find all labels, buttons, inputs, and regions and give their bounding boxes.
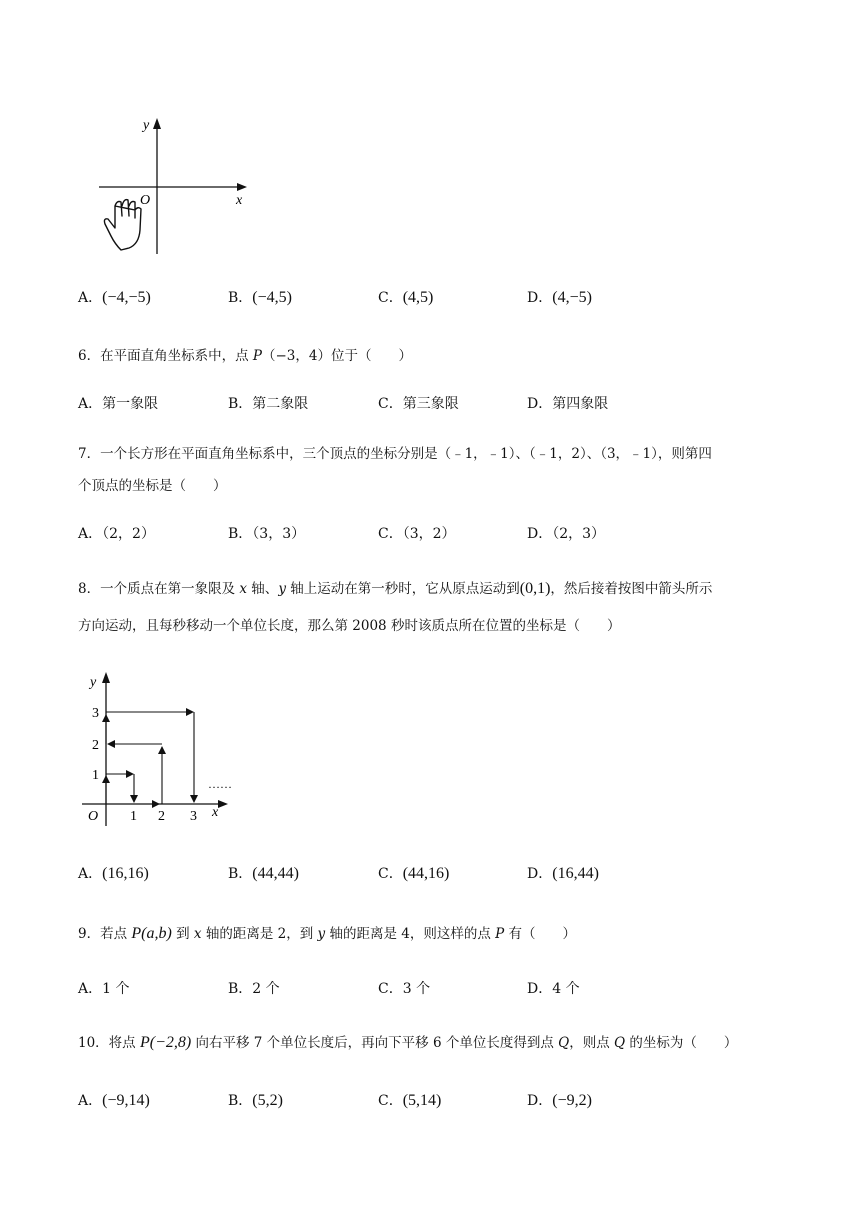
y-axis-label: y [90,675,97,690]
q9-option-d[interactable]: D．4 个 [527,981,580,997]
q6-option-c[interactable]: C．第三象限 [378,396,459,412]
q8-stem-line2: 方向运动，且每秒移动一个单位长度，那么第 2008 秒时该质点所在位置的坐标是（ ） [78,618,621,634]
x-tick-1: 1 [130,809,137,824]
q7-stem-line2: 个顶点的坐标是（ ） [78,478,227,494]
q7-option-a[interactable]: A．（2，2） [78,526,155,542]
q8-option-c[interactable]: C．(44,16) [378,865,450,882]
q7-option-d[interactable]: D．（2，3） [527,526,606,542]
x-tick-2: 2 [158,809,165,824]
q10-option-b[interactable]: B．(5,2) [228,1092,283,1109]
q9-stem: 9．若点 P(a,b) 到 x 轴的距离是 2，到 y 轴的距离是 4，则这样的点 P 有（ ） [78,925,577,942]
ellipsis: …… [208,777,232,791]
y-tick-3: 3 [92,706,99,721]
q5-option-c-value: (4,5) [402,289,434,306]
y-tick-1: 1 [92,768,99,783]
q7-option-c[interactable]: C．（3，2） [378,526,456,542]
figure-spiral-path [82,668,252,828]
hand-icon [104,200,141,250]
q5-option-b[interactable]: B．(−4,5) [228,289,292,306]
q5-option-b-value: (−4,5) [252,289,292,306]
q10-option-a[interactable]: A．(−9,14) [78,1092,150,1109]
x-tick-3: 3 [190,809,197,824]
q7-stem-line1: 7．一个长方形在平面直角坐标系中，三个顶点的坐标分别是（﹣1，﹣1）、（﹣1，2）、（3，﹣1），则第四 [78,446,712,462]
q9-option-a[interactable]: A．1 个 [78,981,130,997]
q5-option-d-value: (4,−5) [552,289,592,306]
q5-option-a-value: (−4,−5) [102,289,151,306]
q8-option-a[interactable]: A．(16,16) [78,865,149,882]
origin-label: O [140,193,151,208]
q10-stem: 10．将点 P(−2,8) 向右平移 7 个单位长度后，再向下平移 6 个单位长度得到点 Q，则点 Q 的坐标为（ ） [78,1034,738,1051]
q5-option-a[interactable]: A．(−4,−5) [78,289,151,306]
q6-stem: 6．在平面直角坐标系中，点 P（−3，4）位于（ ） [78,348,412,364]
q5-option-d[interactable]: D．(4,−5) [527,289,592,306]
q7-option-b[interactable]: B．（3，3） [228,526,306,542]
origin-label: O [88,809,99,824]
q5-option-c[interactable]: C．(4,5) [378,289,434,306]
q9-option-c[interactable]: C．3 个 [378,981,431,997]
figure-axes-hand [95,112,255,260]
q8-stem-line1: 8．一个质点在第一象限及 x 轴、y 轴上运动在第一秒时，它从原点运动到(0,1)，然后接着按图中箭头所示 [78,580,713,597]
q9-option-b[interactable]: B．2 个 [228,981,280,997]
y-tick-2: 2 [92,738,99,753]
q6-option-b[interactable]: B．第二象限 [228,396,309,412]
q8-option-d[interactable]: D．(16,44) [527,865,599,882]
y-axis-label: y [143,118,150,133]
q10-option-c[interactable]: C．(5,14) [378,1092,442,1109]
q8-option-b[interactable]: B．(44,44) [228,865,299,882]
q6-option-d[interactable]: D．第四象限 [527,396,609,412]
x-axis-label: x [236,193,243,208]
q6-option-a[interactable]: A．第一象限 [78,396,159,412]
x-axis-label: x [212,805,219,820]
q10-option-d[interactable]: D．(−9,2) [527,1092,592,1109]
